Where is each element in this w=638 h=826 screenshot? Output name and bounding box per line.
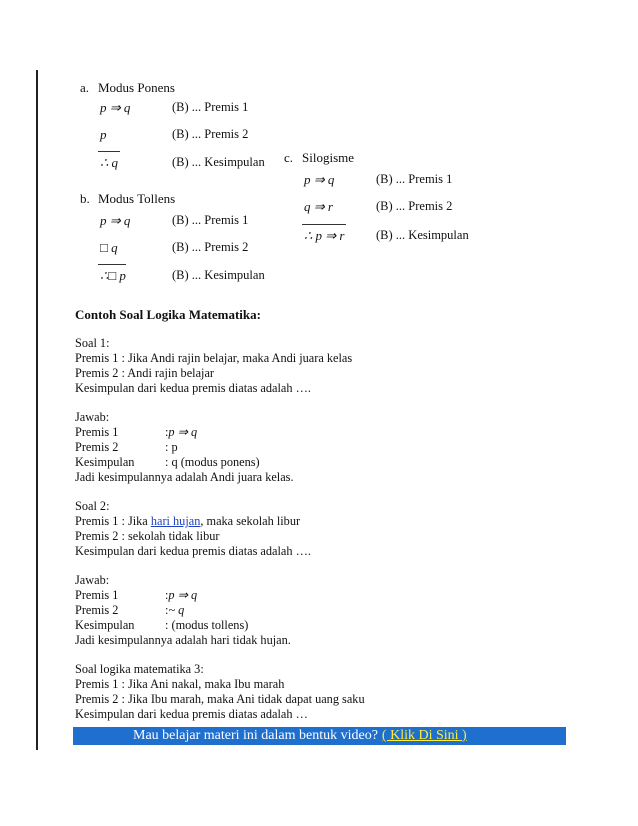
- soal2-question: Kesimpulan dari kedua premis diatas adalah ….: [75, 544, 311, 558]
- jawab1-premis-2-value: : p: [165, 440, 178, 454]
- rule-c-letter: c.: [284, 150, 294, 165]
- rule-b-formula-1: p ⇒ q: [100, 213, 131, 228]
- rule-a-formula-1: p ⇒ q: [100, 100, 131, 115]
- jawab2-row-2: [75, 603, 185, 618]
- jawab1-premis-1-formula: p ⇒ q: [168, 425, 198, 439]
- rule-a-label-3: (B) ... Kesimpulan: [172, 155, 265, 169]
- rule-a-label-1: (B) ... Premis 1: [172, 100, 249, 114]
- jawab1-premis-1-label: Premis 1: [75, 425, 119, 439]
- jawab2-row-1: [75, 588, 198, 603]
- jawab2-premis-2-colon: :: [165, 603, 169, 617]
- soal2-premis-1: [75, 514, 300, 529]
- video-banner: [73, 727, 566, 745]
- rule-a-title: Modus Ponens: [98, 80, 175, 95]
- jawab2-premis-2-label: Premis 2: [75, 603, 119, 617]
- rule-a-label-2: (B) ... Premis 2: [172, 127, 249, 141]
- jawab1-kesimpulan-value: : q (modus ponens): [165, 455, 260, 469]
- rule-c-title: Silogisme: [302, 150, 355, 165]
- jawab2-kesimpulan-label: Kesimpulan: [75, 618, 135, 632]
- rule-b-label-1: (B) ... Premis 1: [172, 213, 249, 227]
- jawab2-premis-2-value: [165, 603, 184, 618]
- rule-b-title: Modus Tollens: [98, 191, 176, 206]
- soal1-premis-1: Premis 1 : Jika Andi rajin belajar, maka Andi juara kelas: [75, 351, 353, 365]
- jawab2-premis-1-formula: p ⇒ q: [168, 588, 198, 602]
- soal1-title: Soal 1:: [75, 336, 110, 350]
- rule-b-label-3: (B) ... Kesimpulan: [172, 268, 265, 282]
- rule-c-label-2: (B) ... Premis 2: [376, 199, 453, 213]
- inference-rules-figure: [0, 0, 638, 295]
- rule-c-formula-3: ∴ p ⇒ r: [304, 228, 345, 243]
- rule-c-formula-2: q ⇒ r: [304, 199, 333, 214]
- jawab1-premis-2-label: Premis 2: [75, 440, 119, 454]
- soal1-premis-2: Premis 2 : Andi rajin belajar: [75, 366, 214, 380]
- rule-c-divider: [302, 224, 346, 225]
- jawab2-premis-1-colon: :: [165, 588, 169, 602]
- soal3-title: Soal logika matematika 3:: [75, 662, 204, 676]
- jawab2-conclusion: Jadi kesimpulannya adalah hari tidak hujan.: [75, 633, 291, 647]
- section-heading: Contoh Soal Logika Matematika:: [75, 307, 261, 322]
- soal2-premis-1-prefix: Premis 1 : Jika: [75, 514, 151, 528]
- jawab1-row-1: [75, 425, 198, 440]
- hari-hujan-link[interactable]: hari hujan: [150, 514, 201, 528]
- rule-c-formula-1: p ⇒ q: [304, 172, 335, 187]
- rule-b-formula-2: □ q: [100, 240, 118, 255]
- soal2-premis-1-suffix: , maka sekolah libur: [200, 514, 301, 528]
- rule-b-label-2: (B) ... Premis 2: [172, 240, 249, 254]
- rule-a-formula-3: ∴ q: [100, 155, 119, 170]
- video-banner-text: Mau belajar materi ini dalam bentuk video?: [133, 728, 378, 743]
- jawab1-title: Jawab:: [75, 410, 110, 424]
- jawab2-title: Jawab:: [75, 573, 110, 587]
- video-banner-link[interactable]: ( Klik Di Sini ): [381, 728, 467, 743]
- jawab2-premis-1-label: Premis 1: [75, 588, 119, 602]
- jawab2-premis-2-formula: ~ q: [168, 603, 185, 617]
- rule-a-formula-2: p: [100, 127, 107, 142]
- soal1-question: Kesimpulan dari kedua premis diatas adalah ….: [75, 381, 311, 395]
- rule-a-divider: [98, 151, 120, 152]
- soal3-premis-1: Premis 1 : Jika Ani nakal, maka Ibu marah: [75, 677, 285, 691]
- jawab1-kesimpulan-label: Kesimpulan: [75, 455, 135, 469]
- jawab1-conclusion: Jadi kesimpulannya adalah Andi juara kelas.: [75, 470, 294, 484]
- rule-b-formula-3: ∴□ p: [100, 268, 126, 283]
- rule-b-letter: b.: [80, 191, 90, 206]
- soal3-premis-2: Premis 2 : Jika Ibu marah, maka Ani tidak dapat uang saku: [75, 692, 365, 706]
- jawab2-premis-1-value: [165, 588, 197, 603]
- rule-c-label-3: (B) ... Kesimpulan: [376, 228, 469, 242]
- video-banner-text-wrap: [133, 727, 467, 745]
- rule-b-divider: [98, 264, 126, 265]
- rule-c-label-1: (B) ... Premis 1: [376, 172, 453, 186]
- rule-a-letter: a.: [80, 80, 90, 95]
- jawab2-kesimpulan-value: : (modus tollens): [165, 618, 249, 632]
- soal2-title: Soal 2:: [75, 499, 110, 513]
- jawab1-premis-1-value: [165, 425, 197, 440]
- jawab2-row-3: [75, 618, 249, 633]
- soal3-question: Kesimpulan dari kedua premis diatas adalah …: [75, 707, 308, 721]
- jawab1-row-3: [75, 455, 260, 470]
- soal2-premis-2: Premis 2 : sekolah tidak libur: [75, 529, 220, 543]
- jawab1-row-2: [75, 440, 178, 455]
- jawab1-premis-1-colon: :: [165, 425, 169, 439]
